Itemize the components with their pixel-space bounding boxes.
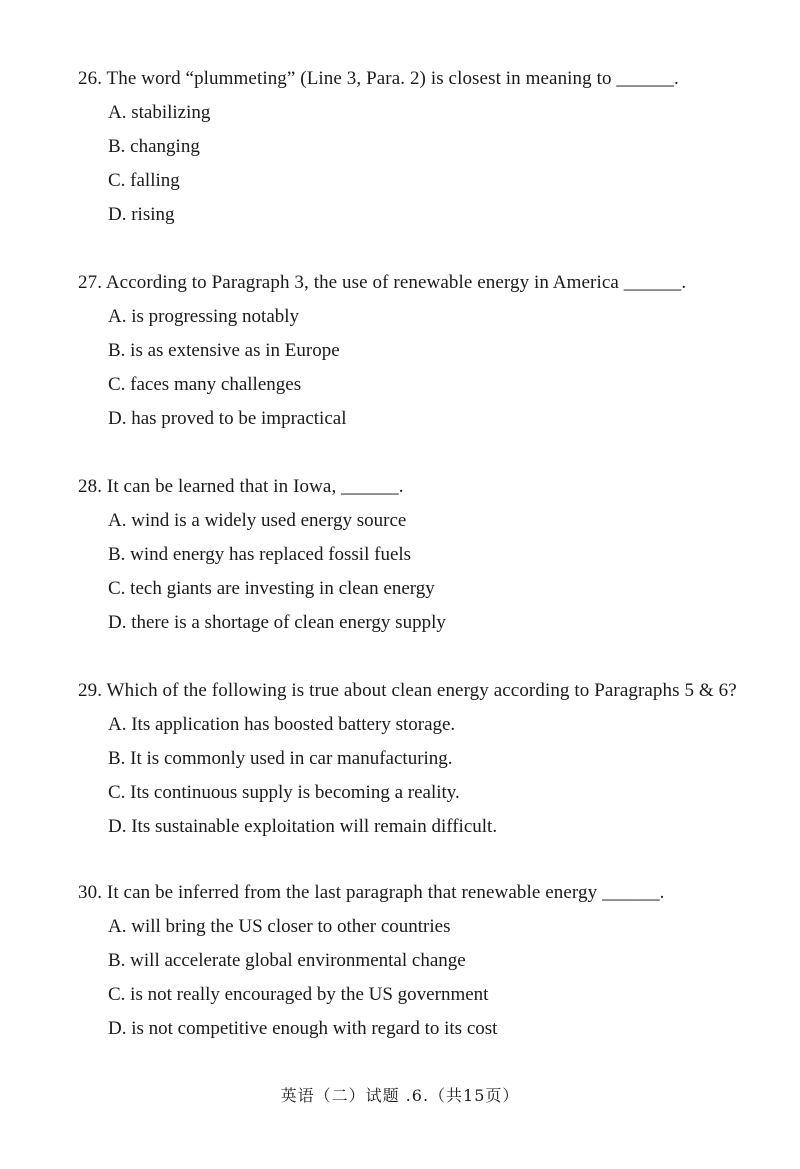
question-29: [78, 680, 758, 838]
question-stem: 28. It can be learned that in Iowa, ______.: [78, 476, 404, 497]
option-a: A. Its application has boosted battery storage.: [108, 714, 456, 735]
question-27: [78, 272, 758, 430]
option-d: D. rising: [108, 204, 175, 225]
question-stem: 29. Which of the following is true about clean energy according to Paragraphs 5 & 6?: [78, 680, 737, 701]
option-d: D. has proved to be impractical: [108, 408, 347, 429]
option-a: A. will bring the US closer to other countries: [108, 916, 451, 937]
option-d: D. Its sustainable exploitation will remain difficult.: [108, 816, 498, 837]
option-b: B. changing: [108, 136, 200, 157]
option-b: B. It is commonly used in car manufacturing.: [108, 748, 453, 769]
option-c: C. Its continuous supply is becoming a reality.: [108, 782, 460, 803]
option-b: B. is as extensive as in Europe: [108, 340, 340, 361]
option-a: A. is progressing notably: [108, 306, 300, 327]
option-c: C. faces many challenges: [108, 374, 302, 395]
option-c: C. is not really encouraged by the US government: [108, 984, 489, 1005]
option-a: A. wind is a widely used energy source: [108, 510, 407, 531]
option-d: D. there is a shortage of clean energy supply: [108, 612, 446, 633]
question-28: [78, 476, 758, 634]
question-stem: 27. According to Paragraph 3, the use of renewable energy in America ______.: [78, 272, 687, 293]
option-d: D. is not competitive enough with regard to its cost: [108, 1018, 498, 1039]
option-c: C. tech giants are investing in clean energy: [108, 578, 435, 599]
page-footer: 英语（二）试题 .6.（共15页）: [280, 1086, 520, 1105]
question-30: [78, 882, 758, 1040]
option-c: C. falling: [108, 170, 180, 191]
option-a: A. stabilizing: [108, 102, 211, 123]
question-26: [78, 68, 758, 226]
option-b: B. wind energy has replaced fossil fuels: [108, 544, 412, 565]
option-b: B. will accelerate global environmental change: [108, 950, 466, 971]
question-stem: 30. It can be inferred from the last paragraph that renewable energy ______.: [78, 882, 665, 903]
question-stem: 26. The word “plummeting” (Line 3, Para. 2) is closest in meaning to ______.: [78, 68, 679, 89]
